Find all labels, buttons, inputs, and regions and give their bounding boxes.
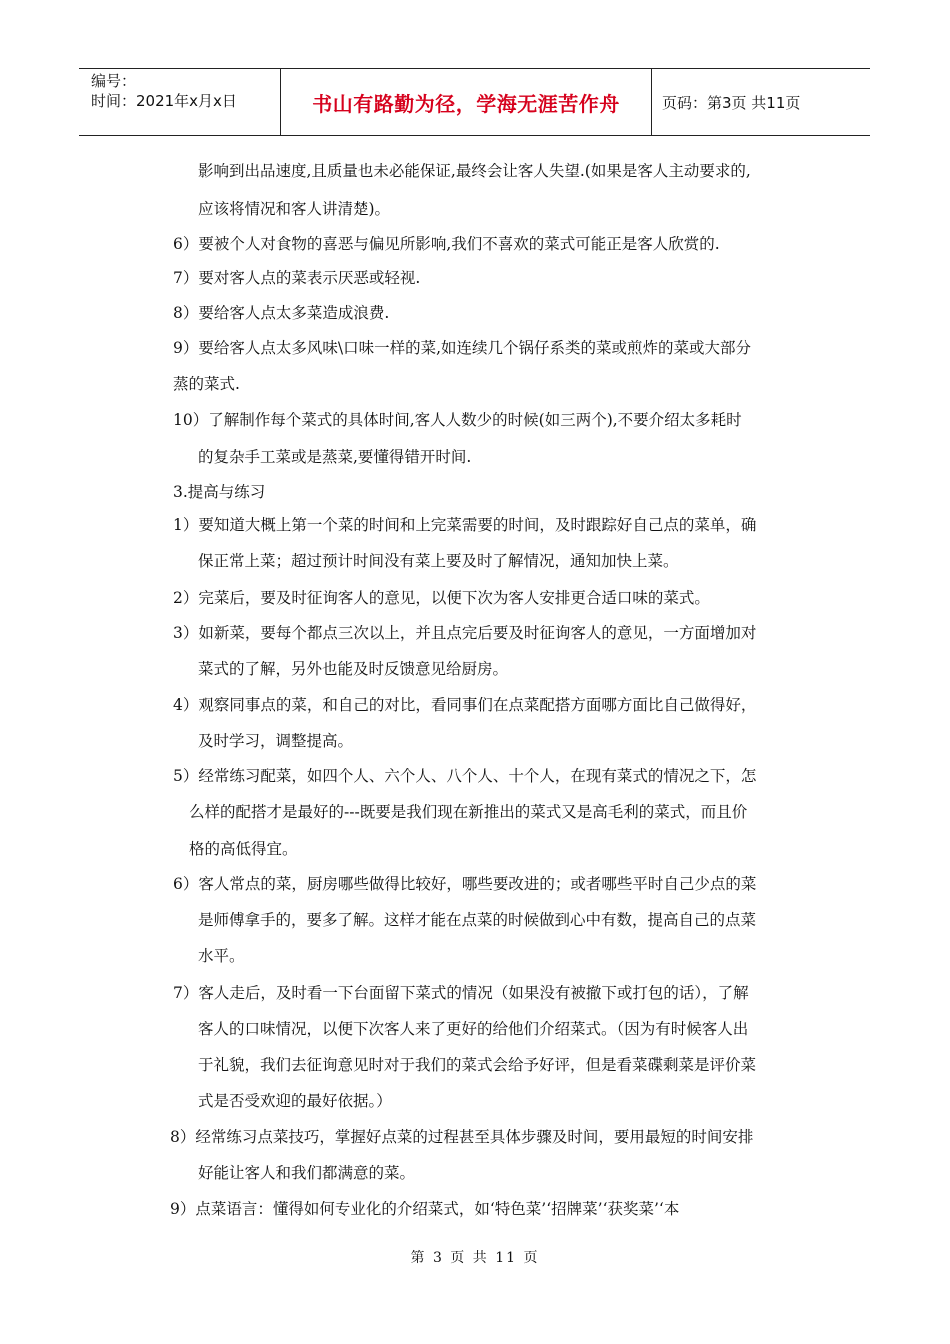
body-line: 10）了解制作每个菜式的具体时间,客人人数少的时候(如三两个),不要介绍太多耗时 — [173, 411, 742, 429]
body-line: 7）客人走后，及时看一下台面留下菜式的情况（如果没有被撤下或打包的话），了解 — [173, 984, 749, 1002]
body-line: 9）点菜语言：懂得如何专业化的介绍菜式，如‘特色菜’‘招牌菜’‘获奖菜’‘本 — [170, 1200, 680, 1218]
body-line: 应该将情况和客人讲清楚)。 — [198, 200, 391, 218]
body-line: 2）完菜后，要及时征询客人的意见，以便下次为客人安排更合适口味的菜式。 — [173, 589, 710, 607]
body-line: 格的高低得宜。 — [189, 840, 298, 858]
body-line: 3）如新菜，要每个都点三次以上，并且点完后要及时征询客人的意见，一方面增加对 — [173, 624, 757, 642]
body-line: 1）要知道大概上第一个菜的时间和上完菜需要的时间，及时跟踪好自己点的菜单，确 — [173, 516, 757, 534]
body-line: 8）要给客人点太多菜造成浪费. — [173, 304, 390, 322]
body-line: 菜式的了解，另外也能及时反馈意见给厨房。 — [198, 660, 509, 678]
body-line: 影响到出品速度,且质量也未必能保证,最终会让客人失望.(如果是客人主动要求的, — [198, 162, 751, 180]
body-line: 6）要被个人对食物的喜恶与偏见所影响,我们不喜欢的菜式可能正是客人欣赏的. — [173, 235, 720, 253]
document-number: 编号： — [91, 72, 137, 90]
header-page-info: 页码：第3页 共11页 — [662, 93, 801, 112]
body-line: 水平。 — [198, 947, 245, 965]
body-line: 及时学习，调整提高。 — [198, 732, 354, 750]
body-line: 好能让客人和我们都满意的菜。 — [198, 1164, 416, 1182]
body-line: 保正常上菜；超过预计时间没有菜上要及时了解情况，通知加快上菜。 — [198, 552, 679, 570]
header-motto: 书山有路勤为径，学海无涯苦作舟 — [281, 69, 652, 135]
body-line: 9）要给客人点太多风味\口味一样的菜,如连续几个锅仔系类的菜或煎炸的菜或大部分 — [173, 339, 752, 357]
document-date: 时间：2021年x月x日 — [91, 92, 237, 110]
header-meta — [79, 69, 281, 135]
body-line: 蒸的菜式. — [173, 375, 240, 393]
body-line: 4）观察同事点的菜，和自己的对比，看同事们在点菜配搭方面哪方面比自己做得好， — [173, 696, 757, 714]
section-heading: 3.提高与练习 — [173, 483, 266, 501]
body-line: 的复杂手工菜或是蒸菜,要懂得错开时间. — [198, 448, 472, 466]
body-line: 么样的配搭才是最好的---既要是我们现在新推出的菜式又是高毛利的菜式，而且价 — [189, 803, 748, 821]
body-line: 5）经常练习配菜，如四个人、六个人、八个人、十个人，在现有菜式的情况之下，怎 — [173, 767, 757, 785]
body-line: 客人的口味情况，以便下次客人来了更好的给他们介绍菜式。（因为有时候客人出 — [198, 1020, 749, 1038]
body-line: 7）要对客人点的菜表示厌恶或轻视. — [173, 269, 421, 287]
body-line: 6）客人常点的菜，厨房哪些做得比较好，哪些要改进的；或者哪些平时自己少点的菜 — [173, 875, 757, 893]
body-line: 式是否受欢迎的最好依据。） — [198, 1092, 392, 1110]
page-footer: 第 3 页 共 11 页 — [410, 1250, 540, 1266]
page-header — [79, 68, 870, 136]
body-line: 于礼貌，我们去征询意见时对于我们的菜式会给予好评，但是看菜碟剩菜是评价菜 — [198, 1056, 757, 1074]
body-line: 8）经常练习点菜技巧，掌握好点菜的过程甚至具体步骤及时间，要用最短的时间安排 — [170, 1128, 754, 1146]
body-line: 是师傅拿手的，要多了解。这样才能在点菜的时候做到心中有数，提高自己的点菜 — [198, 911, 757, 929]
